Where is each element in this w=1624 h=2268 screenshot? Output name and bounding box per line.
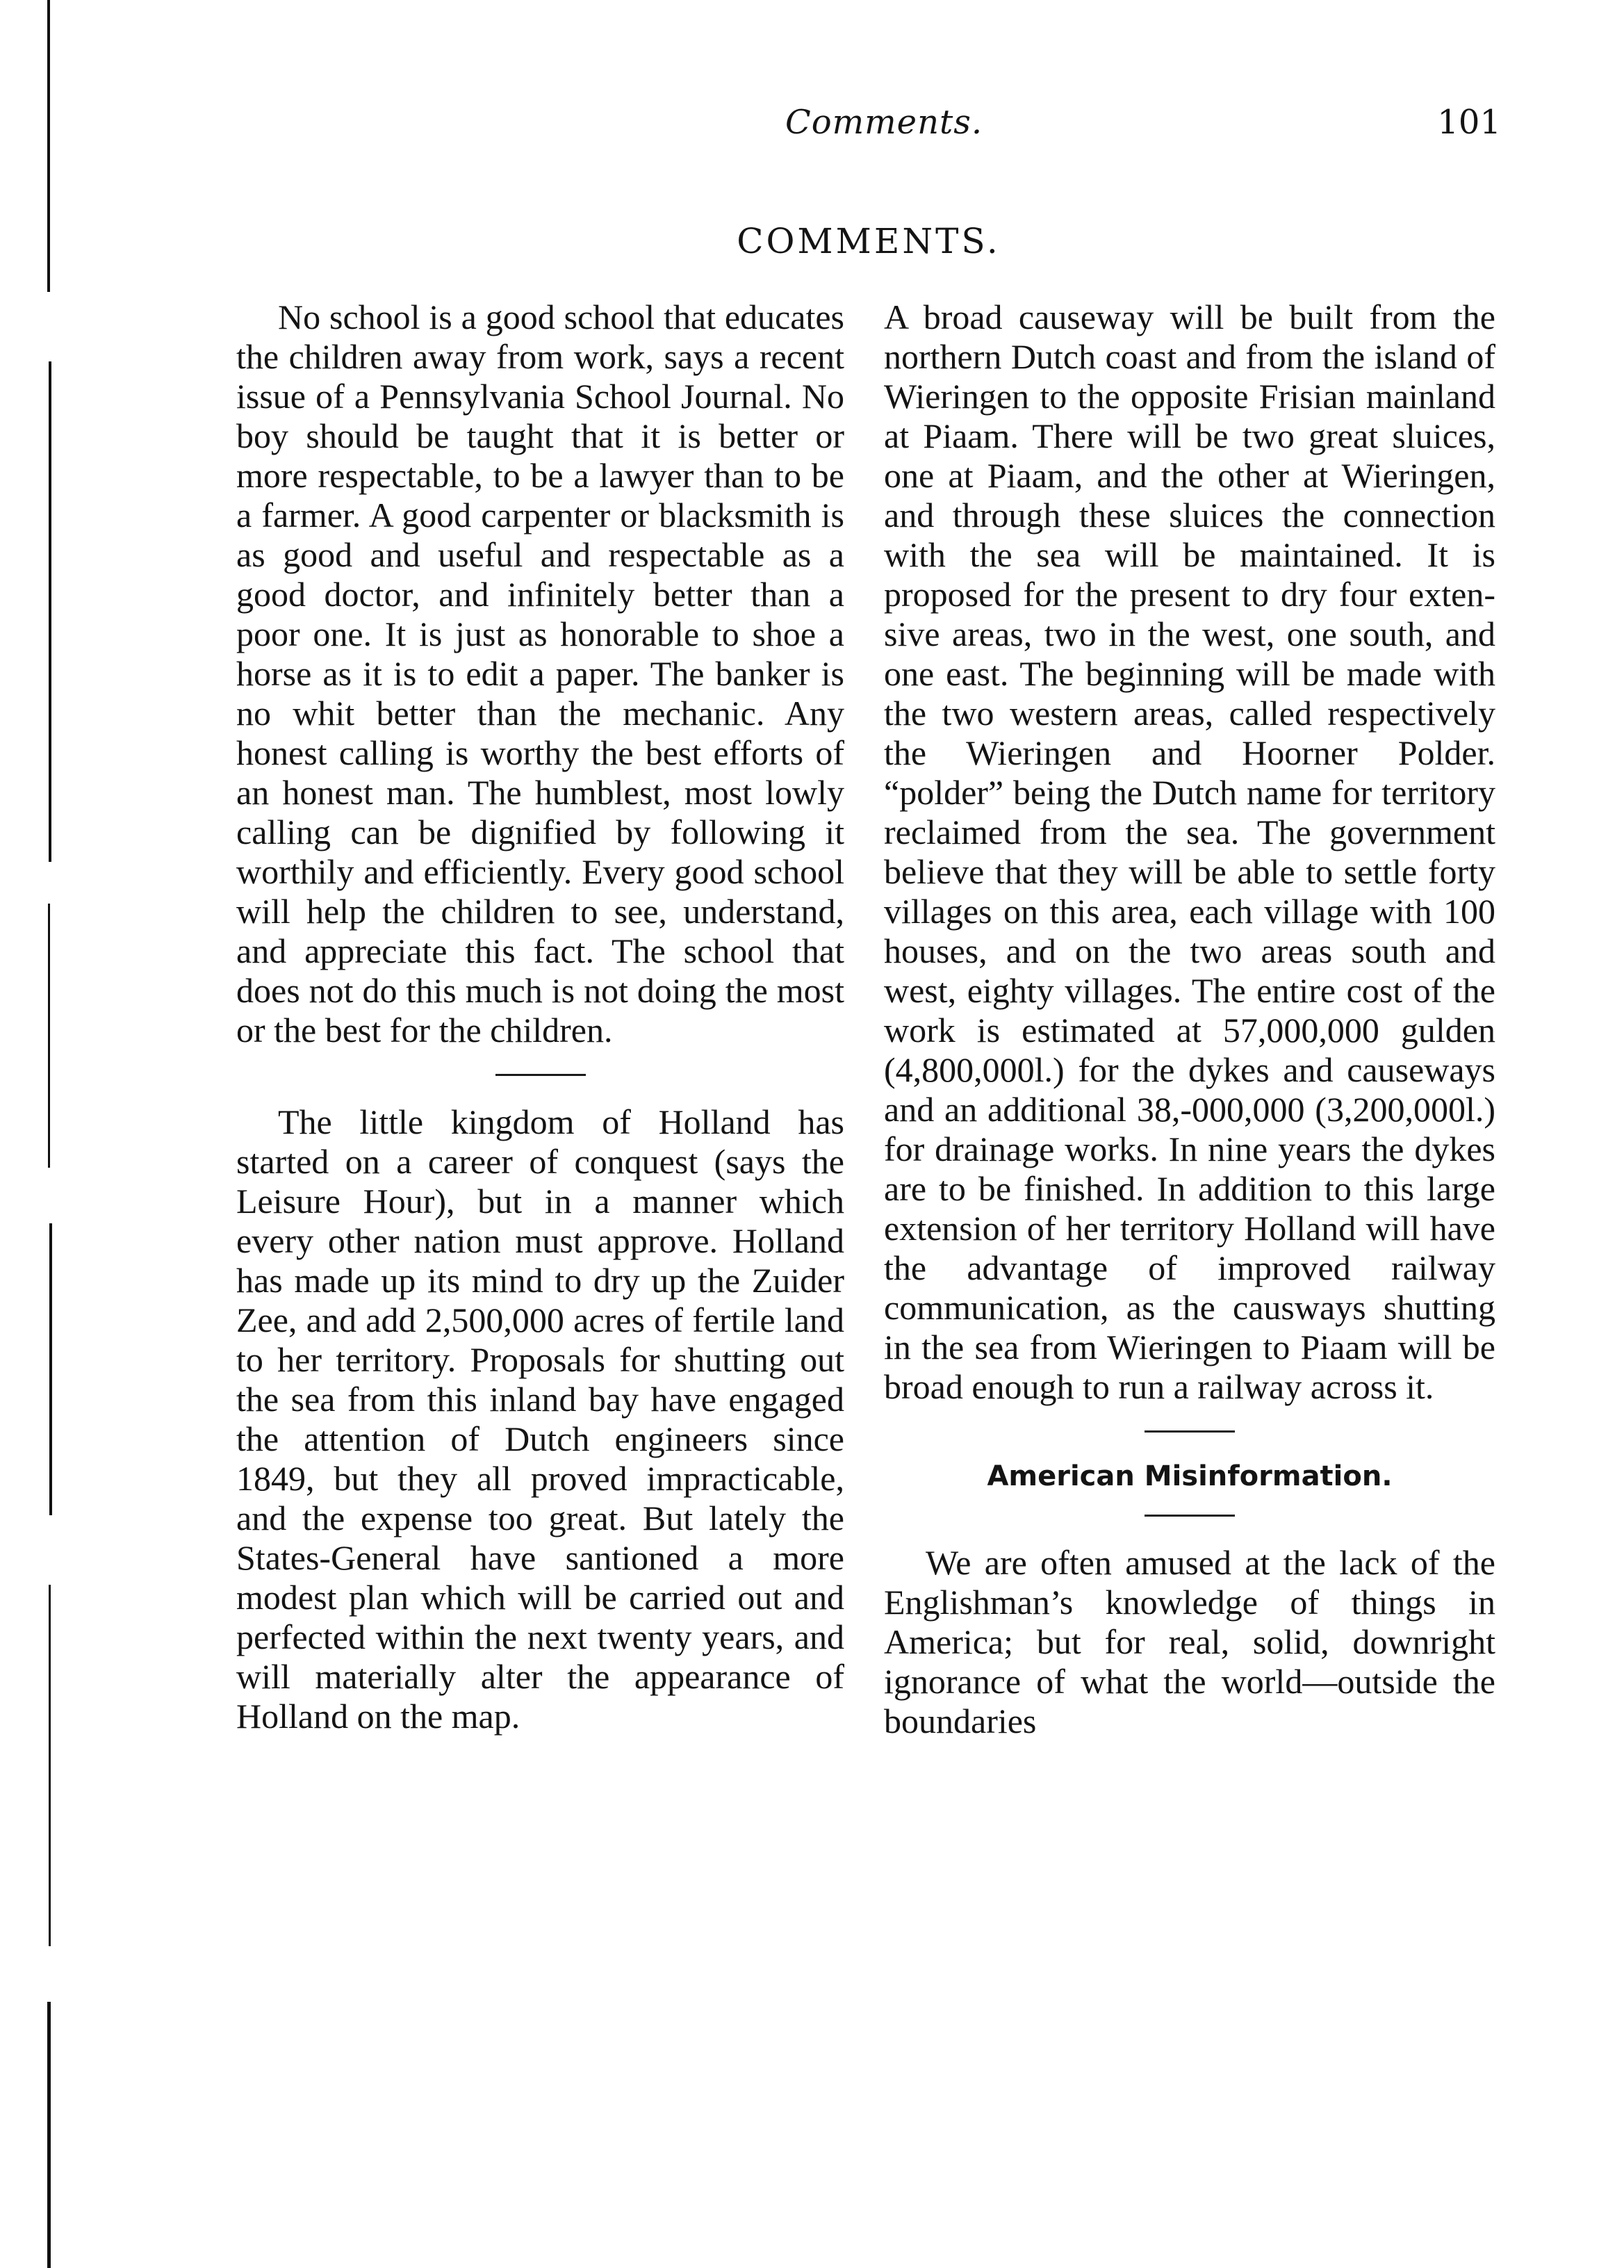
paragraph-school: No school is a good school that educates the children away from work, says a recent issue of a Pennsylvania School Journal. No boy should be taught that it is better or more respectable, to be a lawyer than to be a farmer. A good carpenter or blacksmith is as good and useful and respectable as a good doctor, and infinitely better than a poor one. It is just as honorable to shoe a horse as it is to edit a paper. The banker is no whit better than the mechanic. Any honest calling is worthy the best efforts of an honest man. The humblest, most lowly calling can be dignified by following it worthily and efficiently. Every good school will help the children to see, understand, and appreciate this fact. The school that does not do this much is not doing the most or the best for the children.	[236, 297, 844, 1050]
running-head	[236, 103, 1501, 158]
scanned-page-edge	[46, 0, 56, 2268]
paragraph-holland: The little kingdom of Holland has started on a career of conquest (says the Leisure Hour), but in a manner which every other nation must approve. Holland has made up its mind to dry up the Zuider Zee, and add 2,500,000 acres of fertile land to her territory. Proposals for shutting out the sea from this inland bay have engaged the attention of Dutch engineers since 1849, but they all proved impracticable, and the expense too great. But lately the States-General have santioned a more modest plan which will be carried out and perfected within the next twenty years, and will materially alter the appearance of Holland on the map.	[236, 1102, 844, 1736]
subheading-american-misinformation: American Misinformation.	[987, 1460, 1393, 1492]
paragraph-causeway: A broad causeway will be built from the northern Dutch coast and from the island of Wieringen to the opposite Frisian mainland at Piaam. There will be two great sluices, one at Piaam, and the other at Wieringen, and through these sluices the connection with the sea will be maintained. It is proposed for the present to dry four extensive areas, two in the west, one south, and one east. The beginning will be made with the two western areas, called respectively the Wieringen and Hoorner Polder. “polder” being the Dutch name for territory reclaimed from the sea. The government believe that they will be able to settle forty villages on this area, each village with 100 houses, and on the two areas south and west, eighty villages. The entire cost of the work is estimated at 57,000,000 gulden (4,800,000l.) for the dykes and causeways and an additional 38,-000,000 (3,200,000l.) for drainage works. In nine years the dykes are to be finished. In addition to this large extension of her territory Holland will have the advantage of improved railway communication, as the causways shutting in the sea from Wieringen to Piaam will be broad enough to run a railway across it.	[884, 297, 1495, 1406]
right-column	[884, 297, 1495, 1741]
section-title: COMMENTS.	[737, 221, 1001, 261]
section-divider	[1145, 1430, 1235, 1433]
section-divider	[1145, 1515, 1235, 1517]
paragraph-englishman: We are often amused at the lack of the Englishman’s knowledge of things in America; but for real, solid, downright ignorance of what the world—outside the boundaries	[884, 1543, 1495, 1740]
running-title: Comments.	[785, 103, 983, 142]
page-number: 101	[1437, 103, 1501, 142]
section-divider	[495, 1074, 586, 1076]
left-column	[236, 297, 844, 1736]
